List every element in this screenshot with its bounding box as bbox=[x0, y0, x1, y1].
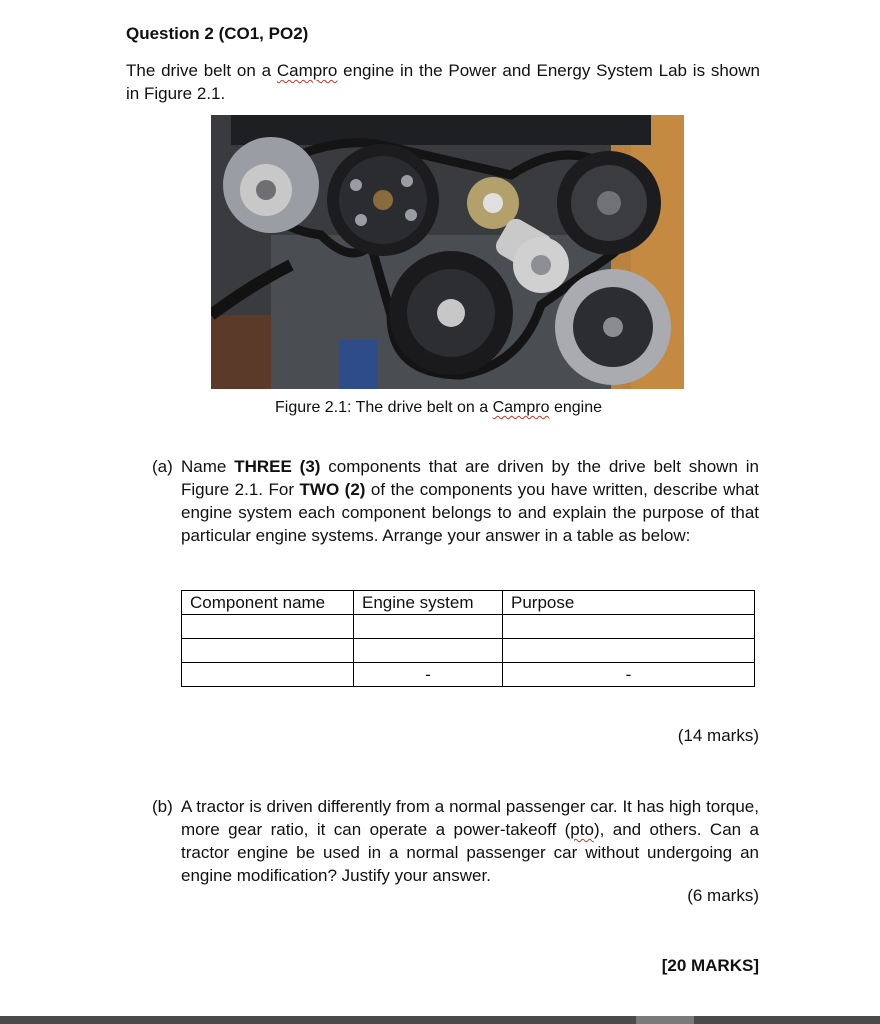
header-component-name: Component name bbox=[182, 591, 354, 615]
caption-text-end: engine bbox=[549, 399, 602, 416]
engine-belt-photo bbox=[211, 115, 684, 389]
scrollbar-thumb[interactable] bbox=[636, 1016, 694, 1024]
question-title: Question 2 (CO1, PO2) bbox=[126, 24, 309, 43]
part-b-text-1: A tractor is driven differently from a normal passenger car. It has high torque, more gear ratio, it can operate a power-takeoff ( bbox=[181, 797, 759, 839]
question-intro bbox=[126, 59, 760, 105]
caption-text-start: Figure 2.1: The drive belt on a bbox=[274, 399, 493, 416]
part-b-label: (b) bbox=[152, 797, 173, 816]
caption-spellcheck-word: Campro bbox=[492, 399, 550, 416]
part-b-text bbox=[181, 795, 759, 887]
answer-table bbox=[181, 590, 755, 687]
part-a-text-2: components that are driven by the drive belt shown in Figure 2.1. For bbox=[181, 457, 759, 499]
part-a-text-3: of the components you have written, describe what engine system each component belongs to and explain the purpose of that particular engine systems. Arrange your answer in a table as below: bbox=[181, 480, 759, 545]
part-b-marks: (6 marks) bbox=[687, 886, 759, 905]
total-marks: [20 MARKS] bbox=[661, 956, 759, 975]
table-cell bbox=[182, 639, 354, 663]
part-b-spellcheck-word: pto bbox=[570, 820, 594, 839]
table-cell bbox=[182, 615, 354, 639]
table-row bbox=[182, 639, 755, 663]
part-a-bold-2: TWO (2) bbox=[299, 480, 366, 499]
table-row bbox=[182, 615, 755, 639]
table-header-row bbox=[182, 591, 755, 615]
part-a-bold-1: THREE (3) bbox=[234, 457, 321, 476]
part-a-question bbox=[152, 455, 759, 547]
intro-spellcheck-word: Campro bbox=[276, 61, 338, 80]
part-a-text bbox=[181, 455, 759, 547]
table-cell-dash: - bbox=[503, 663, 755, 687]
part-a-text-1: Name bbox=[181, 457, 235, 476]
header-purpose: Purpose bbox=[503, 591, 755, 615]
horizontal-scrollbar[interactable] bbox=[0, 1016, 880, 1024]
part-a-marks: (14 marks) bbox=[677, 726, 759, 745]
table-cell bbox=[354, 615, 503, 639]
table-row bbox=[182, 663, 755, 687]
table-cell bbox=[503, 615, 755, 639]
table-cell bbox=[503, 639, 755, 663]
table-cell-dash: - bbox=[354, 663, 503, 687]
figure-caption bbox=[0, 399, 880, 417]
intro-text-start: The drive belt on a bbox=[126, 61, 277, 80]
table-cell bbox=[354, 639, 503, 663]
intro-text-end: engine in the Power and Energy System Lab is shown in Figure 2.1. bbox=[126, 61, 760, 103]
part-b-question bbox=[152, 795, 759, 887]
part-b-text-2: ), and others. Can a tractor engine be used in a normal passenger car without undergoing an engine modification? Justify your answer. bbox=[181, 820, 759, 885]
header-engine-system: Engine system bbox=[354, 591, 503, 615]
table-cell bbox=[182, 663, 354, 687]
part-a-label: (a) bbox=[152, 457, 173, 476]
